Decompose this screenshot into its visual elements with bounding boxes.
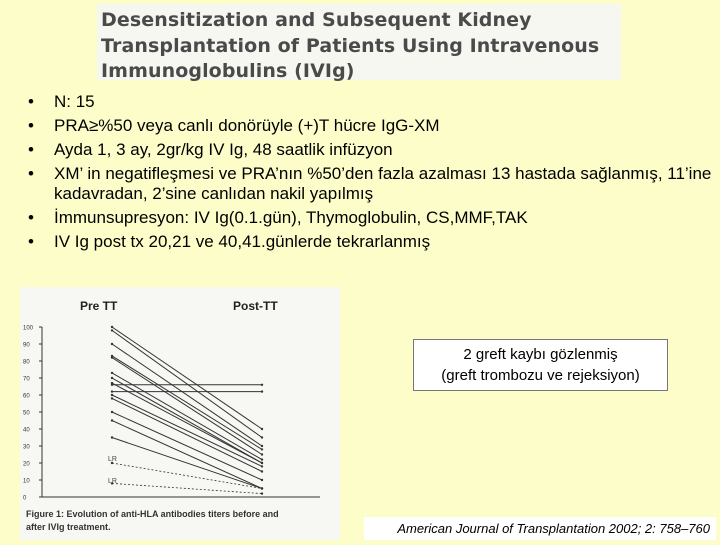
series-line-patient-1 — [112, 327, 262, 429]
y-tick-label: 80 — [23, 359, 30, 366]
y-tick-label: 30 — [23, 444, 30, 451]
data-point-patient-3 — [111, 343, 113, 345]
bullet-item: • XM’ in negatifleşmesi ve PRA’nın %50’den fazla azalması 13 hastada sağlanmış, 11’ine kadavradan, 2’sine canlıdan nakil yapılmış — [28, 164, 718, 204]
bullet-item: • IV Ig post tx 20,21 ve 40,41.günlerde tekrarlanmış — [28, 232, 718, 252]
y-tick-label: 50 — [23, 410, 30, 417]
pre-tt-label: Pre TT — [80, 299, 118, 313]
callout-line-2: (greft trombozu ve rejeksiyon) — [441, 367, 640, 384]
data-point-patient-7 — [111, 377, 113, 379]
y-tick-label: 10 — [23, 478, 30, 485]
title-line-3: Immunoglobulins (IVIg) — [101, 60, 355, 82]
y-tick-label: 60 — [23, 393, 30, 400]
y-tick-label: 90 — [23, 342, 30, 349]
series-line-patient-13 — [112, 412, 262, 480]
data-point-patient-10 — [111, 390, 113, 392]
title-line-2: Transplantation of Patients Using Intravenous — [101, 35, 600, 57]
graft-loss-callout — [413, 339, 668, 391]
data-point-patient-10 — [261, 390, 263, 392]
titer-chart — [20, 287, 340, 540]
y-tick-label: 70 — [23, 376, 30, 383]
y-tick-label: 100 — [23, 325, 34, 332]
series-line-patient-15 — [112, 438, 262, 489]
data-point-patient-13 — [111, 411, 113, 413]
data-point-patient-6 — [111, 372, 113, 374]
series-line-patient-6 — [112, 373, 262, 460]
post-tt-label: Post-TT — [233, 299, 278, 313]
title-line-1: Desensitization and Subsequent Kidney — [101, 9, 532, 31]
lr-label-1: LR — [108, 456, 117, 463]
series-line-patient-2 — [112, 330, 262, 437]
y-tick-label: 0 — [23, 495, 27, 502]
callout-line-1: 2 greft kaybı gözlenmiş — [463, 346, 618, 363]
series-lines — [111, 326, 263, 495]
data-point-LR-1 — [261, 487, 263, 489]
data-point-patient-13 — [261, 479, 263, 481]
series-line-patient-7 — [112, 378, 262, 463]
data-point-patient-5 — [261, 453, 263, 455]
figure-caption-line-2: after IVIg treatment. — [26, 522, 111, 532]
series-line-LR-1 — [112, 463, 262, 489]
y-tick-label: 20 — [23, 461, 30, 468]
y-ticks — [23, 326, 42, 502]
data-point-LR-2 — [261, 492, 263, 494]
bullet-item: • Ayda 1, 3 ay, 2gr/kg IV Ig, 48 saatlik infüzyon — [28, 140, 718, 160]
journal-citation: American Journal of Transplantation 2002; 2: 758–760 — [364, 517, 716, 540]
bullet-item: • PRA≥%50 veya canlı donörüyle (+)T hücre IgG-XM — [28, 116, 718, 136]
data-point-patient-5 — [111, 356, 113, 358]
bullet-item: • N: 15 — [28, 92, 718, 112]
bullet-list — [28, 92, 718, 256]
data-point-patient-3 — [261, 445, 263, 447]
data-point-patient-12 — [111, 397, 113, 399]
article-title-box — [97, 4, 621, 80]
lr-label-2: LR — [108, 478, 117, 485]
data-point-patient-9 — [111, 384, 113, 386]
figure-caption-line-1: Figure 1: Evolution of anti-HLA antibodies titers before and — [26, 509, 279, 519]
data-point-patient-8 — [261, 462, 263, 464]
data-point-patient-12 — [261, 470, 263, 472]
data-point-patient-14 — [111, 419, 113, 421]
data-point-patient-1 — [261, 428, 263, 430]
antibody-titer-figure — [20, 287, 340, 540]
y-tick-label: 40 — [23, 427, 30, 434]
data-point-patient-1 — [111, 326, 113, 328]
data-point-patient-2 — [111, 329, 113, 331]
data-point-patient-6 — [261, 458, 263, 460]
data-point-patient-4 — [261, 448, 263, 450]
data-point-patient-15 — [111, 436, 113, 438]
data-point-patient-11 — [111, 394, 113, 396]
data-point-patient-11 — [261, 465, 263, 467]
bullet-item: • İmmunsupresyon: IV Ig(0.1.gün), Thymoglobulin, CS,MMF,TAK — [28, 208, 718, 228]
data-point-patient-2 — [261, 436, 263, 438]
data-point-patient-9 — [261, 384, 263, 386]
